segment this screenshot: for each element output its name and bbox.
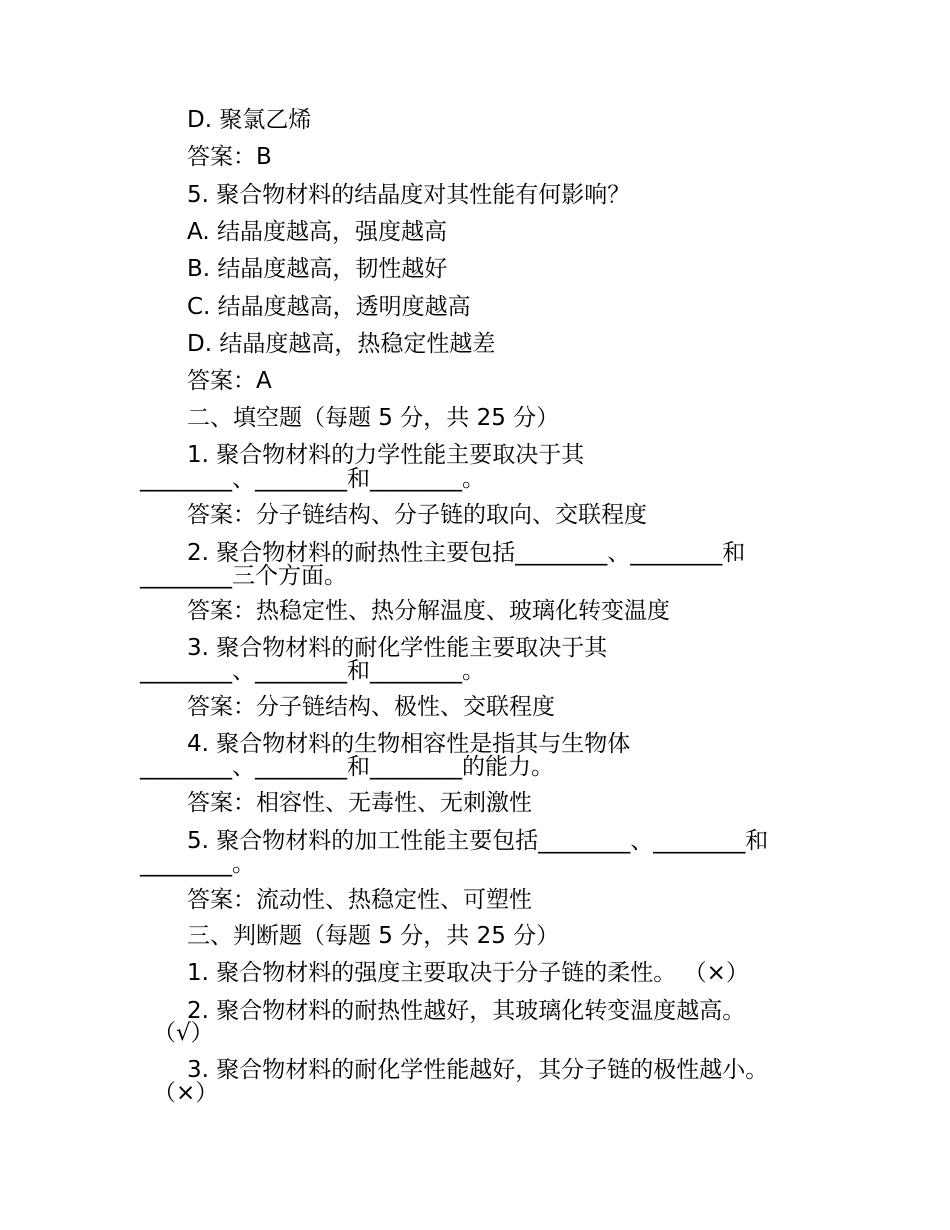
section-heading-true-false: 三、判断题（每题 5 分，共 25 分）	[187, 923, 560, 949]
fill-question-3-blanks: ________、________和________。	[140, 658, 485, 684]
tf-question-3: 3. 聚合物材料的耐化学性能越好，其分子链的极性越小。	[187, 1057, 769, 1083]
question-5-text: 5. 聚合物材料的结晶度对其性能有何影响？	[187, 182, 631, 208]
answer-line: 答案：B	[187, 144, 272, 170]
tf-question-3-mark: （×）	[153, 1080, 219, 1106]
fill-question-4: 4. 聚合物材料的生物相容性是指其与生物体	[187, 731, 631, 757]
option-b: B. 结晶度越高，韧性越好	[187, 256, 448, 282]
answer-line: 答案：分子链结构、分子链的取向、交联程度	[187, 502, 647, 528]
fill-question-2: 2. 聚合物材料的耐热性主要包括________、________和	[187, 540, 746, 566]
tf-question-2-mark: （√）	[153, 1020, 214, 1046]
option-d-pvc: D. 聚氯乙烯	[187, 107, 312, 133]
fill-question-1: 1. 聚合物材料的力学性能主要取决于其	[187, 442, 585, 468]
option-a: A. 结晶度越高，强度越高	[187, 219, 447, 245]
option-c: C. 结晶度越高，透明度越高	[187, 294, 471, 320]
answer-line: 答案：分子链结构、极性、交联程度	[187, 694, 555, 720]
section-heading-fill-in: 二、填空题（每题 5 分，共 25 分）	[187, 405, 560, 431]
answer-line: 答案：A	[187, 368, 272, 394]
tf-question-1: 1. 聚合物材料的强度主要取决于分子链的柔性。 （×）	[187, 960, 749, 986]
option-d: D. 结晶度越高，热稳定性越差	[187, 331, 496, 357]
fill-question-3: 3. 聚合物材料的耐化学性能主要取决于其	[187, 635, 608, 661]
fill-question-4-blanks: ________、________和________的能力。	[140, 754, 554, 780]
fill-question-2-cont: ________三个方面。	[140, 563, 347, 589]
answer-line: 答案：流动性、热稳定性、可塑性	[187, 887, 532, 913]
tf-question-2: 2. 聚合物材料的耐热性越好，其玻璃化转变温度越高。	[187, 998, 746, 1024]
answer-line: 答案：相容性、无毒性、无刺激性	[187, 790, 532, 816]
fill-question-1-blanks: ________、________和________。	[140, 466, 485, 492]
fill-question-5: 5. 聚合物材料的加工性能主要包括________、________和	[187, 828, 769, 854]
answer-line: 答案：热稳定性、热分解温度、玻璃化转变温度	[187, 598, 670, 624]
fill-question-5-cont: ________。	[140, 851, 255, 877]
